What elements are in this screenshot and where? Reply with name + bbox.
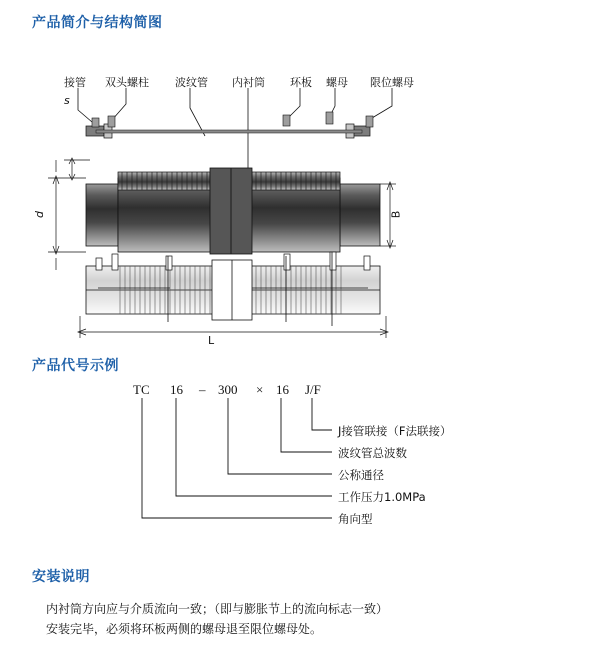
code-desc-waves: 波纹管总波数	[338, 446, 407, 460]
product-code-diagram	[0, 378, 600, 558]
code-part-dash: –	[199, 382, 206, 397]
callout-label-nozzle: 接管	[64, 76, 86, 89]
dimension-label-B: B	[389, 210, 403, 219]
code-part-pressure: 16	[170, 382, 183, 397]
code-part-connection: J/F	[305, 382, 321, 397]
structure-diagram	[0, 60, 600, 350]
section-title-product-intro: 产品简介与结构简图	[32, 15, 163, 31]
callout-label-double-stud: 双头螺柱	[105, 76, 149, 89]
code-part-times: ×	[256, 382, 264, 397]
callout-label-bellows: 波纹管	[175, 76, 208, 89]
dimension-label-d: d	[32, 211, 46, 218]
section-title-product-code: 产品代号示例	[32, 358, 119, 374]
section-title-installation: 安装说明	[32, 569, 90, 585]
dimension-label-s: s	[64, 94, 70, 107]
callout-label-ring-plate: 环板	[290, 76, 312, 89]
code-leader-lines	[0, 378, 600, 558]
code-desc-pressure: 工作压力1.0MPa	[338, 490, 426, 504]
installation-note-line-1: 内衬筒方向应与介质流向一致；（即与膨胀节上的流向标志一致）	[46, 602, 389, 616]
code-desc-diameter: 公称通径	[338, 468, 384, 482]
structure-drawing-svg	[0, 60, 600, 350]
code-desc-connection: J接管联接（F法联接）	[338, 424, 452, 438]
installation-note-line-2: 安装完毕，必须将环板两侧的螺母退至限位螺母处。	[46, 622, 323, 636]
callout-label-limit-nut: 限位螺母	[370, 76, 414, 89]
code-part-waves: 16	[276, 382, 289, 397]
callout-label-liner: 内衬筒	[232, 76, 265, 89]
code-part-type: TC	[133, 382, 150, 397]
callout-label-nut: 螺母	[326, 76, 348, 89]
dimension-label-L: L	[208, 334, 215, 347]
code-desc-type: 角向型	[338, 512, 373, 526]
code-part-diameter: 300	[218, 382, 238, 397]
